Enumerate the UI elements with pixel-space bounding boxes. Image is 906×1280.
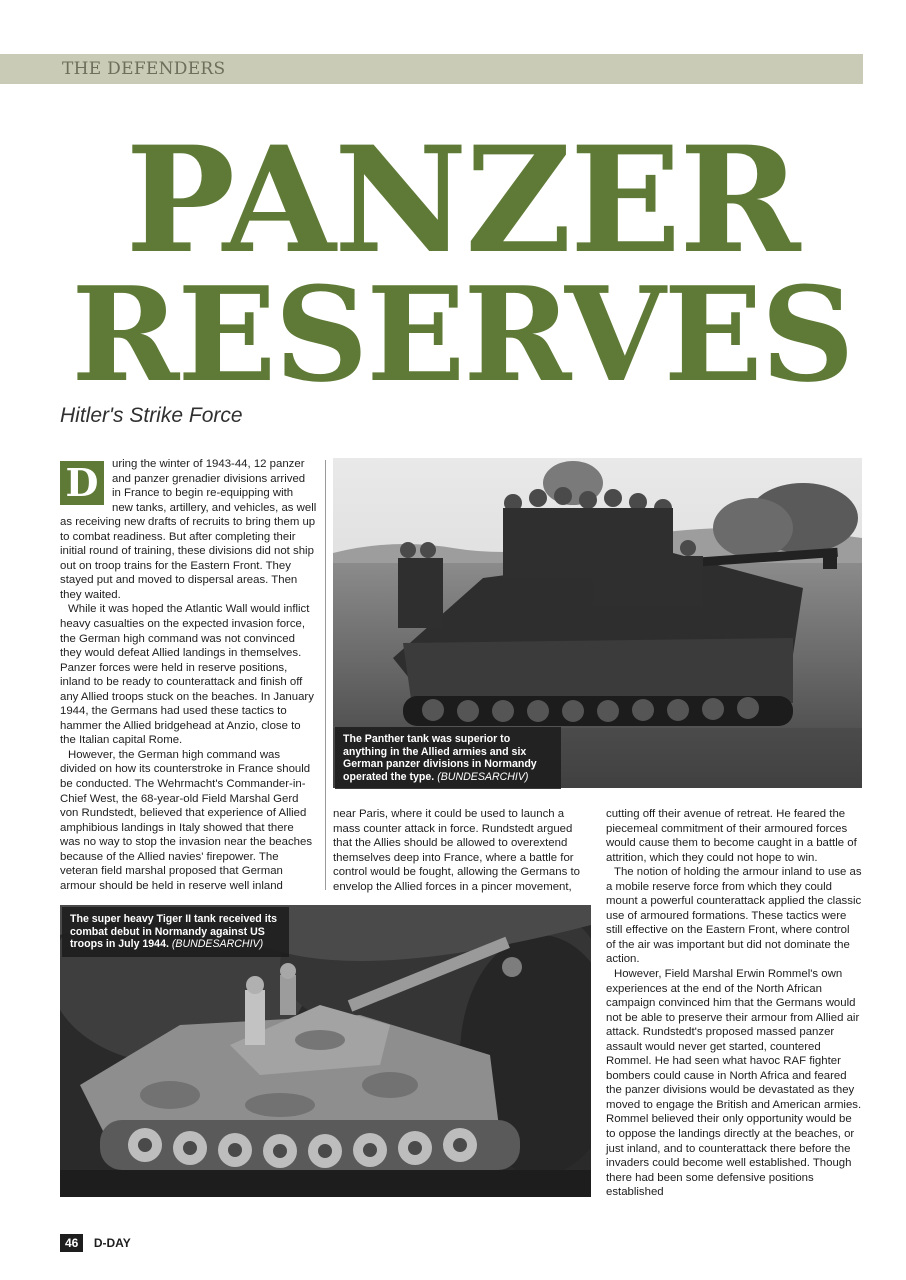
headline-line-2: RESERVES xyxy=(71,258,853,411)
headline-line-1: PANZER xyxy=(125,115,799,286)
caption-text: The Panther tank was superior to anything in the Allied armies and six German panzer divisions in Normandy operated the type. xyxy=(343,733,537,783)
paragraph: near Paris, where it could be used to launch a mass counter attack in force. Rundstedt argued that the Allies should be allowed to overextend themselves deep into France, where a battle for control would be fought, allowing the Germans to envelop the Allied forces in a pincer movement, xyxy=(333,808,580,893)
article-column-3 xyxy=(606,807,862,1200)
paragraph: cutting off their avenue of retreat. He feared the piecemeal commitment of their armoured forces would cause them to become caught in a battle of attrition, which they could not hope to win. xyxy=(606,808,857,864)
paragraph: While it was hoped the Atlantic Wall would inflict heavy casualties on the expected invasion force, the German high command was not convinced they would defeat Allied landings in themselves. Panzer forces were held in reserve positions, inland to be ready to counterattack and finish off any Allied troops stuck on the beaches. In January 1944, the Germans had used these tactics to hammer the Allied bridgehead at Anzio, close to the Italian capital Rome. xyxy=(60,603,314,747)
panther-photo-caption xyxy=(335,727,561,789)
paragraph: However, Field Marshal Erwin Rommel's own experiences at the end of the North African campaign convinced him that the Germans would not be able to preserve their armour from Allied air attack. Rundstedt's proposed massed panzer assault would never get started, countered Rommel. He had seen what havoc RAF fighter bombers could cause in North Africa and feared the panzer divisions would be devastated as they moved to engage the British and American armies. Rommel believed their only opportunity would be to oppose the landings directly at the beaches, or just inland, and to counterattack there before the invaders could become well established. Though there had been some defensive positions established xyxy=(606,968,862,1199)
tiger-photo-caption xyxy=(62,907,289,957)
caption-text: The super heavy Tiger II tank received its combat debut in Normandy against US troops in July 1944. xyxy=(70,913,278,950)
column-divider xyxy=(325,460,326,890)
article-column-2 xyxy=(333,807,591,894)
page-footer xyxy=(60,1234,131,1254)
article-column-1 xyxy=(60,457,317,893)
subtitle: Hitler's Strike Force xyxy=(60,404,243,427)
drop-cap: D xyxy=(60,461,104,505)
caption-credit: (BUNDESARCHIV) xyxy=(437,770,529,783)
page-number: 46 xyxy=(60,1234,83,1252)
magazine-title: D-DAY xyxy=(93,1236,131,1250)
paragraph: uring the winter of 1943-44, 12 panzer and panzer grenadier divisions arrived in France to begin re-equipping with new tanks, artillery, and vehicles, as well as receiving new drafts of recruits to bring them up to combat readiness. But after completing their initial round of training, these divisions did not ship out on troop trains for the Eastern Front. They stayed put and moved to dispersal areas. Then they waited. xyxy=(60,458,317,601)
paragraph: However, the German high command was divided on how its counterstroke in France should be conducted. The Wehrmacht's Commander-in-Chief West, the 68-year-old Field Marshal Gerd von Rundstedt, believed that experience of Allied amphibious landings in Italy showed that there was no way to stop the invasion near the beaches because of the Allied navies' firepower. The veteran field marshal proposed that German armour should be held in reserve well inland xyxy=(60,748,313,892)
paragraph: The notion of holding the armour inland to use as a mobile reserve force from which they could mount a powerful counterattack applied the classic use of armoured formations. These tactics were still effective on the Eastern Front, where control of the air was important but did not dominate the action. xyxy=(606,866,862,966)
section-label: THE DEFENDERS xyxy=(62,59,226,79)
section-header-bar xyxy=(0,54,863,84)
caption-credit: (BUNDESARCHIV) xyxy=(171,938,264,950)
